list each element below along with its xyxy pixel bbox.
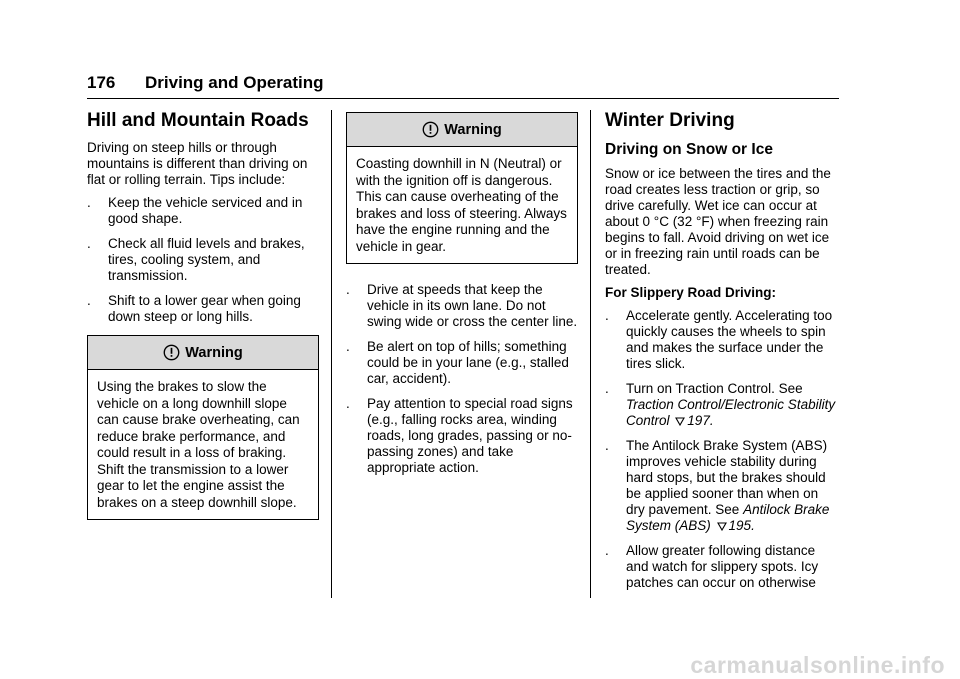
page-header bbox=[87, 70, 839, 100]
list-item: . Pay attention to special road signs (e.g., falling rocks area, winding roads, long grades, passing or no-passing zones) and take appropriate action. bbox=[346, 396, 573, 475]
warning-icon bbox=[163, 344, 180, 361]
warning-body: Coasting downhill in N (Neutral) or with the ignition off is dangerous. This can cause overheating of the brakes and loss of steering. Always have the engine running and the vehicle in gear. bbox=[356, 156, 567, 254]
warning-title: Warning bbox=[185, 344, 243, 361]
winter-driving-heading: Winter Driving bbox=[605, 110, 735, 131]
list-item: . Allow greater following distance and watch for slippery spots. Icy patches can occur on otherwise bbox=[605, 543, 819, 590]
slippery-tips-list bbox=[605, 308, 840, 591]
warning-icon bbox=[422, 121, 439, 138]
warning-body: Using the brakes to slow the vehicle on a long downhill slope can cause brake overheating, can reduce brake performance, and could result in a loss of braking. Shift the transmission to a lower gear to let the engine assist the brakes on a steep downhill slope. bbox=[97, 379, 300, 510]
list-item: . Drive at speeds that keep the vehicle in its own lane. Do not swing wide or cross the center line. bbox=[346, 282, 578, 329]
page-number: 176 bbox=[87, 73, 116, 92]
list-item: . Turn on Traction Control. See Traction Control/Electronic Stability Control 197. bbox=[605, 381, 836, 428]
column-divider bbox=[331, 110, 332, 598]
warning-title: Warning bbox=[444, 121, 502, 138]
column-3 bbox=[605, 110, 840, 600]
snow-ice-subheading: Driving on Snow or Ice bbox=[605, 141, 773, 158]
column-2 bbox=[346, 110, 578, 485]
hill-tips-list bbox=[87, 195, 319, 325]
page-ref-icon bbox=[675, 416, 685, 426]
slippery-road-label: For Slippery Road Driving: bbox=[605, 285, 777, 300]
brake-warning-box bbox=[87, 335, 319, 520]
list-item: . Be alert on top of hills; something could be in your lane (e.g., stalled car, accident). bbox=[346, 339, 569, 386]
list-item: . The Antilock Brake System (ABS) improves vehicle stability during hard stops, but the brakes should be applied sooner than when on dry pavement. See Antilock Brake System (ABS) 195. bbox=[605, 438, 830, 533]
snow-ice-intro: Snow or ice between the tires and the road creates less traction or grip, so drive carefully. Wet ice can occur at about 0 °C (32 °F) when freezing rain begins to fall. Avoid driving on wet ice or in freezing rain until roads can be treated. bbox=[605, 166, 831, 277]
watermark: carmanualsonline.info bbox=[690, 652, 945, 678]
coasting-warning-box bbox=[346, 112, 578, 264]
traction-control-link[interactable]: Traction Control/Electronic Stability Control bbox=[626, 397, 836, 428]
column-1 bbox=[87, 110, 319, 534]
hill-mountain-heading: Hill and Mountain Roads bbox=[87, 110, 309, 131]
warning-header bbox=[347, 113, 577, 147]
page-ref-icon bbox=[717, 521, 727, 531]
warning-header bbox=[88, 336, 318, 370]
driving-tips-list bbox=[346, 282, 578, 476]
section-title: Driving and Operating bbox=[145, 73, 324, 92]
list-item: . Accelerate gently. Accelerating too quickly causes the wheels to spin and makes the surface under the tires slick. bbox=[605, 308, 833, 371]
abs-link[interactable]: Antilock Brake System (ABS) bbox=[626, 502, 830, 533]
header-rule bbox=[87, 98, 839, 99]
hill-intro: Driving on steep hills or through mountains is different than driving on flat or rolling terrain. Tips include: bbox=[87, 140, 308, 187]
list-item: . Keep the vehicle serviced and in good shape. bbox=[87, 195, 303, 226]
list-item: . Shift to a lower gear when going down steep or long hills. bbox=[87, 293, 301, 324]
column-divider bbox=[590, 110, 591, 598]
list-item: . Check all fluid levels and brakes, tires, cooling system, and transmission. bbox=[87, 236, 305, 283]
